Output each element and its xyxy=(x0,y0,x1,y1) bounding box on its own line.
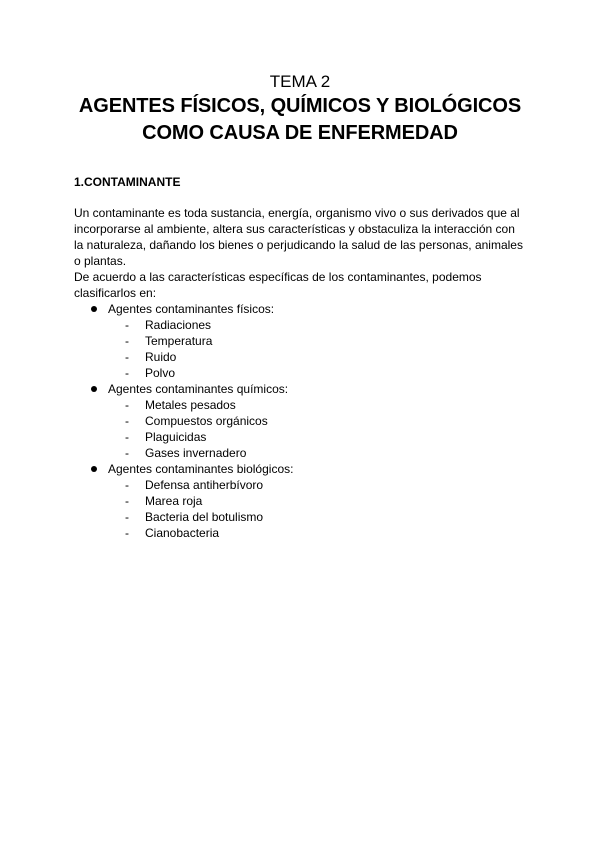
section-heading: 1.CONTAMINANTE xyxy=(74,175,181,189)
item-label: Cianobacteria xyxy=(145,526,220,540)
list-item xyxy=(108,333,544,349)
group-label: Agentes contaminantes físicos: xyxy=(108,302,275,316)
list-item xyxy=(108,397,544,413)
group-items-list xyxy=(108,317,544,381)
dash-marker: - xyxy=(125,526,129,540)
dash-marker: - xyxy=(125,366,129,380)
item-label: Metales pesados xyxy=(145,398,236,412)
dash-marker: - xyxy=(125,430,129,444)
list-item xyxy=(108,525,544,541)
paragraph-line: Un contaminante es toda sustancia, energía, organismo vivo o sus derivados que al xyxy=(74,206,520,220)
paragraph-line: la naturaleza, dañando los bienes o perjudicando la salud de las personas, animales xyxy=(74,238,523,252)
group-items-list xyxy=(108,397,544,461)
item-label: Temperatura xyxy=(145,334,213,348)
group-items-list xyxy=(108,477,544,541)
item-label: Polvo xyxy=(145,366,176,380)
bullet-icon xyxy=(91,386,97,392)
bullet-icon xyxy=(91,306,97,312)
item-label: Defensa antiherbívoro xyxy=(145,478,264,492)
dash-marker: - xyxy=(125,446,129,460)
dash-marker: - xyxy=(125,478,129,492)
item-label: Ruido xyxy=(145,350,177,364)
item-label: Radiaciones xyxy=(145,318,212,332)
list-item xyxy=(108,509,544,525)
topic-number: TEMA 2 xyxy=(269,72,331,91)
list-item xyxy=(108,365,544,381)
item-label: Compuestos orgánicos xyxy=(145,414,268,428)
paragraph-line: De acuerdo a las características específicas de los contaminantes, podemos xyxy=(74,270,482,284)
dash-marker: - xyxy=(125,398,129,412)
contaminant-groups-list xyxy=(74,301,544,541)
item-label: Bacteria del botulismo xyxy=(145,510,264,524)
dash-marker: - xyxy=(125,414,129,428)
group-chemical xyxy=(74,381,544,461)
paragraph-line: o plantas. xyxy=(74,254,127,268)
item-label: Plaguicidas xyxy=(145,430,207,444)
list-item xyxy=(108,445,544,461)
title-line-1: AGENTES FÍSICOS, QUÍMICOS Y BIOLÓGICOS xyxy=(78,95,522,117)
group-label: Agentes contaminantes químicos: xyxy=(108,382,289,396)
dash-marker: - xyxy=(125,350,129,364)
list-item xyxy=(108,429,544,445)
title-line-2: COMO CAUSA DE ENFERMEDAD xyxy=(142,122,458,144)
dash-marker: - xyxy=(125,494,129,508)
list-item xyxy=(108,413,544,429)
classification-intro-paragraph xyxy=(74,269,544,301)
dash-marker: - xyxy=(125,318,129,332)
paragraph-line: incorporarse al ambiente, altera sus características y obstaculiza la interacción con xyxy=(74,222,515,236)
dash-marker: - xyxy=(125,510,129,524)
dash-marker: - xyxy=(125,334,129,348)
item-label: Marea roja xyxy=(145,494,203,508)
list-item xyxy=(108,317,544,333)
page-title xyxy=(40,93,560,147)
list-item xyxy=(108,349,544,365)
list-item xyxy=(108,477,544,493)
definition-paragraph xyxy=(74,205,544,269)
group-label: Agentes contaminantes biológicos: xyxy=(108,462,294,476)
bullet-icon xyxy=(91,466,97,472)
group-physical xyxy=(74,301,544,381)
list-item xyxy=(108,493,544,509)
group-biological xyxy=(74,461,544,541)
item-label: Gases invernadero xyxy=(145,446,247,460)
paragraph-line: clasificarlos en: xyxy=(74,286,157,300)
